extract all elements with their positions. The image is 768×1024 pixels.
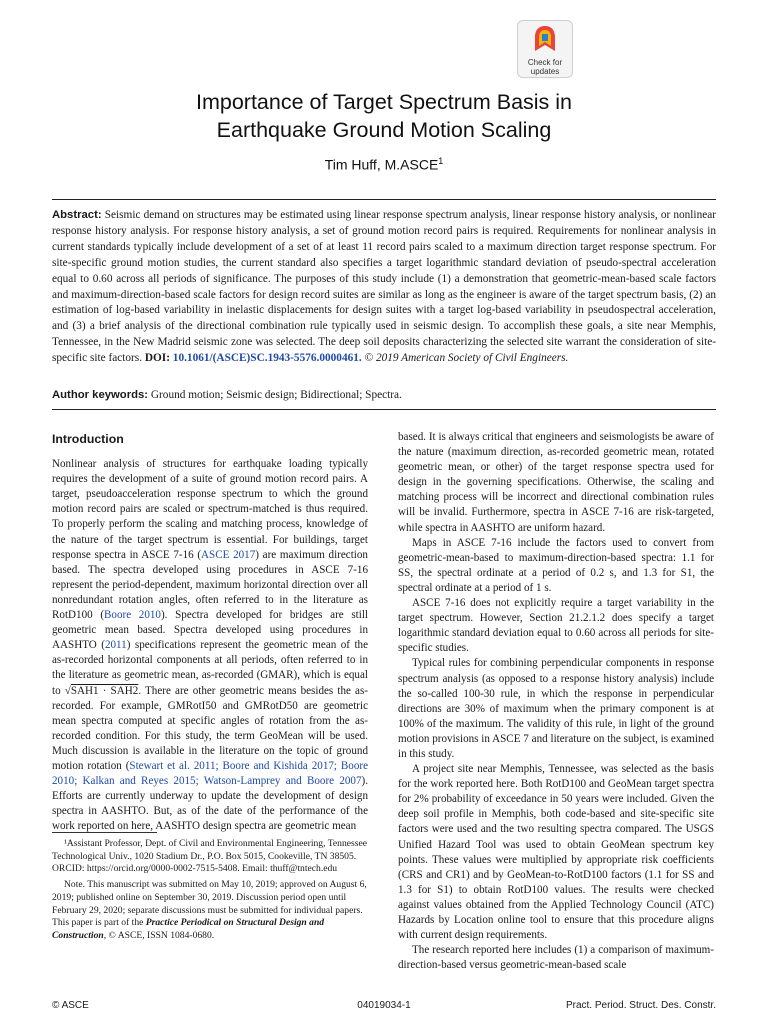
title-line-2: Earthquake Ground Motion Scaling <box>216 118 552 142</box>
badge-line-1: Check for <box>527 58 563 67</box>
page-footer <box>52 1000 716 1016</box>
paragraph: ASCE 7-16 does not explicitly require a target variability in the target spectrum. However, Section 21.2.1.2 does specify a target logarithmic standard deviation equal to 0.60 across all periods for site-specific studies. <box>398 597 714 655</box>
paragraph: A project site near Memphis, Tennessee, was selected as the basis for the work reported here. Both RotD100 and GeoMean target spectra for 2% probability of exceedance in 50 years were included. Given the deep soil profile in Memphis, both code-based and site-specific site factors were used and the two resulting spectra compared. The USGS Unified Hazard Tool was used to obtain GeoMean spectrum key points. These values were multiplied by appropriate risk coefficients (CRS and CR1) and by GeoMean-to-RotD100 factors (1.1 for SS and 1.3 for S1) to obtain RotD100 values. The results were checked against values obtained from the Applied Technology Council (ATC) Hazards by Location online tool to ensure that this procedure aligns with current design requirements. <box>398 763 714 942</box>
author-affil-mark: 1 <box>438 156 444 166</box>
keywords-rule <box>52 409 716 410</box>
text-run: ). Spectra developed for bridges are still geometric mean based. Spectra developed using procedures in AASHTO ( <box>52 609 368 652</box>
text-run: . There are other geometric means besides the as-recorded. For example, GMRotI50 and GMRotD50 are geometric mean spectra computed at specific angles of rotation from the as-recorded condition. For this study, the term GeoMean will be used. Much discussion is available in the literature on the topic of ground motion rotation ( <box>52 684 368 772</box>
text-run: ) specifications represent the geometric mean of the as-recorded horizontal components at all periods, often referred to in the literature as geometric mean, as-recorded (GMAR), which is equal to √ <box>52 639 368 697</box>
top-rule <box>52 199 716 200</box>
copyright: © 2019 American Society of Civil Engineers. <box>364 352 569 365</box>
check-for-updates-badge[interactable] <box>517 20 573 78</box>
left-column <box>52 430 368 834</box>
text-run: Note. This manuscript was submitted on May 10, 2019; approved on August 6, 2019; published online on September 30, 2019. Discussion period open until February 29, 2020; separate discussions must be submitted for individual papers. This paper is part of the <box>52 879 367 929</box>
abstract-label: Abstract: <box>52 209 102 221</box>
affiliation-note: ¹Assistant Professor, Dept. of Civil and Environmental Engineering, Tennessee Technological Univ., 1020 Stadium Dr., P.O. Box 5015, Cookeville, TN 38505. ORCID: https://orcid.org/0000-0002-7515-5408. Email: thuff@tntech.edu <box>52 838 367 875</box>
badge-line-2: updates <box>530 67 560 76</box>
text-run: ) are maximum direction based. The spectra developed using procedures in ASCE 7-16 represent the period-dependent, maximum horizontal direction over all nonredundant rotation angles, often referred to in the literature as RotD100 ( <box>52 548 368 622</box>
paper-title <box>0 88 768 144</box>
author-keywords <box>52 388 716 403</box>
submission-note <box>52 879 368 943</box>
footer-publisher: © ASCE <box>52 1000 89 1011</box>
intro-paragraph <box>52 457 368 834</box>
paragraph: Maps in ASCE 7-16 include the factors used to convert from geometric-mean-based to maximum-direction-based spectra: 1.1 for SS, the spectral ordinate at a period of 0.2 s, and 1.3 for S1, the spectral ordinate at a period of 1 s. <box>398 536 714 594</box>
paragraph: Typical rules for combining perpendicular components in response spectrum analysis (as opposed to a response history analysis) include the so-called 100-30 rule, in which the response in perpendicular directions are 30% of maximum when the primary component is at 100% of the maximum. The validity of this rule, in light of the ground motion provisions in ASCE 7 and literature on the subject, is examined in this study. <box>398 657 714 760</box>
check-for-updates-icon <box>533 25 557 53</box>
doi-label: DOI: <box>144 352 170 365</box>
footnote-rule <box>52 832 157 833</box>
keywords-text: Ground motion; Seismic design; Bidirectional; Spectra. <box>150 389 402 401</box>
footer-article-number: 04019034-1 <box>357 1000 411 1011</box>
citation-aashto-2011[interactable]: 2011 <box>104 639 127 652</box>
abstract <box>52 208 716 367</box>
citation-rotation-refs[interactable]: Stewart et al. 2011; Boore and Kishida 2017; Boore 2010; Kalkan and Reyes 2015; Watson-Lamprey and Boore 2007 <box>52 759 368 788</box>
citation-asce-2017[interactable]: ASCE 2017 <box>201 548 256 561</box>
abstract-text: Seismic demand on structures may be estimated using linear response spectrum analysis, linear response history analysis, or nonlinear response history analysis. For response history analysis, a set of ground motion record pairs is required. Requirements for nonlinear analysis in current standards typically include development of a set of at least 11 record pairs scaled to a maximum direction target response spectrum. For site-specific ground motion studies, the current standard also specifies a target logarithmic standard deviation of pseudo-spectral acceleration equal to 0.60 across all periods of significance. The purposes of this study include (1) a demonstration that geometric-mean-based scale factors and maximum-direction-based scale factors for design record suites are similar as long as the engineer is aware of the target spectrum basis, (2) an estimation of log-based variability in inelastic displacements for design suites with a target log-based variability in pseudospectral acceleration, and (3) a brief analysis of the directional combination rule typically used in seismic design. To accomplish these goals, a site near Memphis, Tennessee, in the New Madrid seismic zone was selected. The deep soil deposits characterizing the selected site warrant the consideration of site-specific site factors. <box>52 209 717 365</box>
keywords-label: Author keywords: <box>52 389 149 401</box>
title-line-1: Importance of Target Spectrum Basis in <box>195 90 573 114</box>
right-column <box>398 430 714 973</box>
text-run: Nonlinear analysis of structures for earthquake loading typically requires the development of a suite of ground motion record pairs. A target, pseudoacceleration response spectrum to which the ground motion record pairs are scaled or spectrum-matched is thus required. To properly perform the scaling and matching process, knowledge of the nature of the target spectrum is essential. For buildings, target response spectra in ASCE 7-16 ( <box>52 458 368 561</box>
text-run: , © ASCE, ISSN 1084-0680. <box>103 929 215 941</box>
footer-journal: Pract. Period. Struct. Des. Constr. <box>565 1000 716 1011</box>
gmar-formula: SAH1 · SAH2 <box>70 684 139 697</box>
author-line <box>0 156 768 173</box>
citation-boore-2010[interactable]: Boore 2010 <box>104 609 161 622</box>
doi-link[interactable]: 10.1061/(ASCE)SC.1943-5576.0000461. <box>172 352 362 365</box>
author-name: Tim Huff, M.ASCE <box>324 156 439 173</box>
paragraph: The research reported here includes (1) a comparison of maximum-direction-based versus geometric-mean-based scale <box>398 944 714 972</box>
text-run: ). Efforts are currently underway to update the development of design spectra in AASHTO. But, as of the date of the performance of the work reported on here, AASHTO design spectra are geometric mean <box>52 775 368 833</box>
journal-name: Practice Periodical on Structural Design and Construction <box>52 917 325 941</box>
section-heading-introduction: Introduction <box>52 432 124 446</box>
footnote <box>52 838 368 946</box>
paragraph: based. It is always critical that engineers and seismologists be aware of the nature (maximum direction, as-recorded geometric mean, rotated geometric mean, or other) of the target response spectra used for design in the governing specifications. Otherwise, the scaling and matching process will be incorrect and directional combination rules will be invalid. Furthermore, spectra in ASCE 7-16 are risk-targeted, while spectra in AASHTO are uniform hazard. <box>398 431 714 534</box>
